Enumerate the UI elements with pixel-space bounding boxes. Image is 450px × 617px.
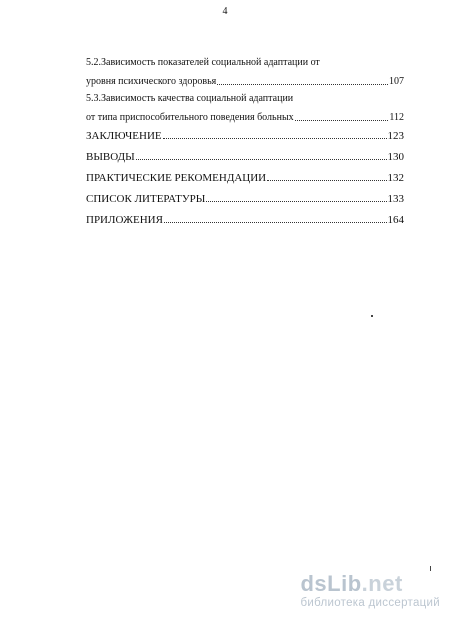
toc-section-conclusion <box>86 130 404 142</box>
toc-entry-5-3-title-line1: 5.3.Зависимость качества социальной адаптации <box>86 93 294 104</box>
toc-section-page: 164 <box>387 214 404 226</box>
leader-dots <box>163 137 387 139</box>
toc-section-title: ЗАКЛЮЧЕНИЕ <box>86 130 162 142</box>
toc-entry-5-3-title-line2: от типа приспособительного поведения больных <box>86 112 294 123</box>
leader-dots <box>295 119 389 121</box>
toc-section-page: 133 <box>387 193 404 205</box>
toc-entry-5-3-page: 112 <box>389 112 404 123</box>
toc-section-recommendations <box>86 172 404 184</box>
toc-section-references <box>86 193 404 205</box>
toc-entry-5-2 <box>86 56 404 88</box>
toc-entry-5-2-title-line2: уровня психического здоровья <box>86 76 217 87</box>
leader-dots <box>136 158 387 160</box>
toc-section-findings <box>86 151 404 163</box>
toc-entry-5-2-page: 107 <box>389 76 404 87</box>
toc-section-title: ВЫВОДЫ <box>86 151 135 163</box>
leader-dots <box>206 200 386 202</box>
toc-section-title: СПИСОК ЛИТЕРАТУРЫ <box>86 193 206 205</box>
leader-dots <box>217 83 388 85</box>
scan-speck <box>430 566 431 571</box>
toc-entry-5-2-title-line1: 5.2.Зависимость показателей социальной адаптации от <box>86 57 320 68</box>
toc-section-page: 132 <box>387 172 404 184</box>
watermark-logo <box>300 572 440 609</box>
watermark-tagline: библиотека диссертаций <box>300 597 440 609</box>
toc-entry-5-3 <box>86 92 404 124</box>
toc-section-appendices <box>86 214 404 226</box>
watermark-brand <box>300 572 440 596</box>
toc-entry-5-2-line2 <box>86 75 404 88</box>
toc-section-page: 130 <box>387 151 404 163</box>
leader-dots <box>267 179 386 181</box>
watermark-brand-tld: .net <box>361 571 403 596</box>
table-of-contents <box>86 56 404 226</box>
leader-dots <box>164 221 387 223</box>
toc-section-page: 123 <box>387 130 404 142</box>
page-number: 4 <box>222 6 228 17</box>
toc-section-title: ПРИЛОЖЕНИЯ <box>86 214 163 226</box>
toc-entry-5-3-line2 <box>86 111 404 124</box>
watermark-brand-name: dsLib <box>300 571 362 596</box>
scan-speck <box>371 315 373 317</box>
toc-section-title: ПРАКТИЧЕСКИЕ РЕКОМЕНДАЦИИ <box>86 172 267 184</box>
